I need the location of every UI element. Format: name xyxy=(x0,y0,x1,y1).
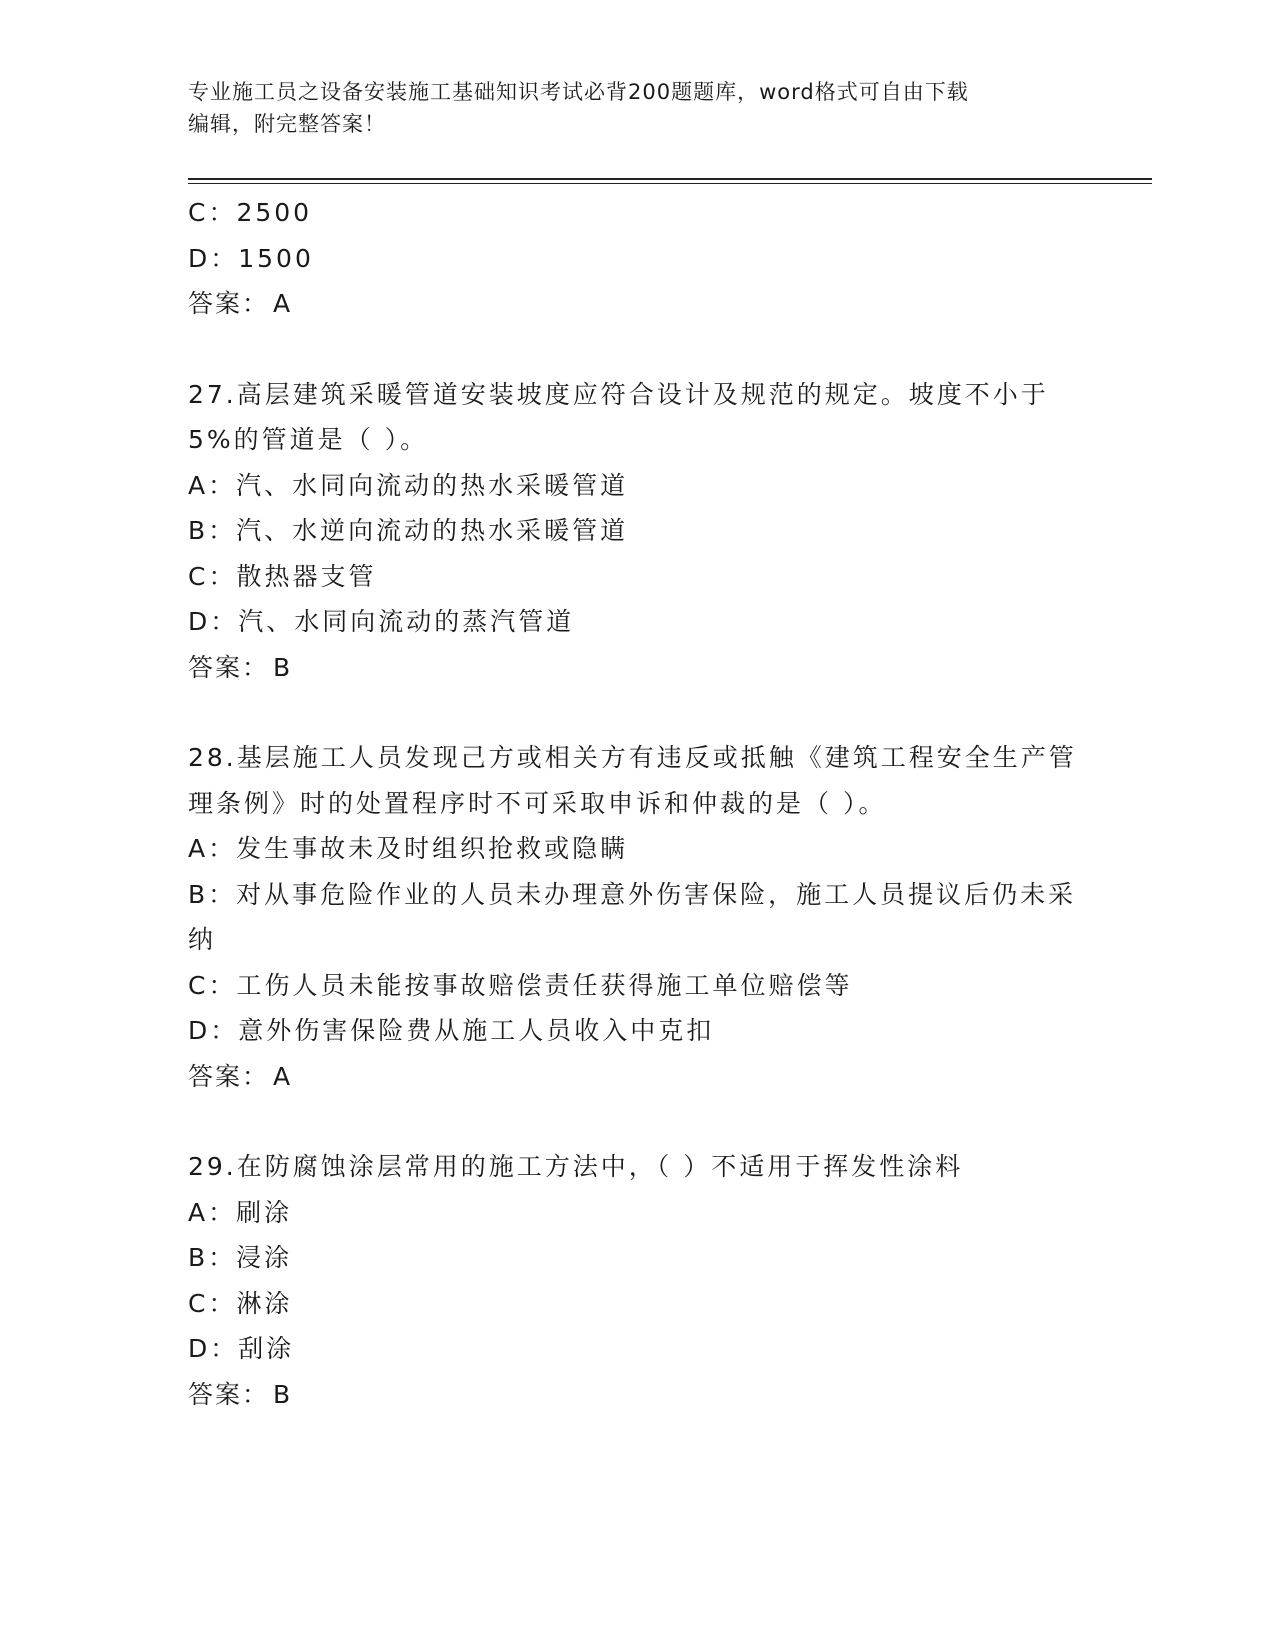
option-d: D：刮涂 xyxy=(188,1334,295,1363)
question-28 xyxy=(188,735,1088,1099)
answer-value: A xyxy=(273,1061,293,1091)
option-c: C：淋涂 xyxy=(188,1288,293,1318)
option-b: B：对从事危险作业的人员未办理意外伤害保险，施工人员提议后仍未采纳 xyxy=(188,879,1077,954)
answer-label: 答案： xyxy=(188,1061,270,1091)
answer-line xyxy=(188,281,1088,327)
option-d: D：汽、水同向流动的蒸汽管道 xyxy=(188,607,575,636)
answer-label: 答案： xyxy=(188,1379,270,1409)
answer-value: B xyxy=(273,1379,293,1409)
option-d: D：意外伤害保险费从施工人员收入中克扣 xyxy=(188,1016,715,1045)
question-spacer xyxy=(188,327,1088,372)
header-title-line-2: 编辑，附完整答案！ xyxy=(188,112,386,136)
option-a: A：刷涂 xyxy=(188,1197,293,1227)
answer-line xyxy=(188,1054,1088,1100)
document-header xyxy=(188,76,1088,140)
option-d: D：1500 xyxy=(188,243,314,273)
option-c: C：2500 xyxy=(188,198,313,227)
option-c: C：工伤人员未能按事故赔偿责任获得施工单位赔偿等 xyxy=(188,970,853,1000)
answer-label: 答案： xyxy=(188,289,270,318)
question-29 xyxy=(188,1144,1088,1417)
question-spacer xyxy=(188,690,1088,735)
answer-value: B xyxy=(273,652,293,682)
question-spacer xyxy=(188,1099,1088,1144)
continued-question xyxy=(188,190,1088,327)
question-stem: 29.在防腐蚀涂层常用的施工方法中，（ ）不适用于挥发性涂料 xyxy=(188,1152,964,1181)
header-divider-thick xyxy=(188,178,1152,180)
option-c: C：散热器支管 xyxy=(188,561,377,591)
option-b: B：浸涂 xyxy=(188,1243,293,1272)
header-divider-thin xyxy=(188,183,1152,184)
question-list xyxy=(188,190,1088,1417)
question-stem: 28.基层施工人员发现己方或相关方有违反或抵触《建筑工程安全生产管理条例》时的处置程序时不可采取申诉和仲裁的是（ ）。 xyxy=(188,743,1077,818)
header-title-line-1: 专业施工员之设备安装施工基础知识考试必背200题题库，word格式可自由下载 xyxy=(188,80,969,104)
option-a: A：发生事故未及时组织抢救或隐瞒 xyxy=(188,834,629,863)
answer-value: A xyxy=(273,289,293,318)
answer-line xyxy=(188,645,1088,691)
answer-label: 答案： xyxy=(188,652,270,682)
option-b: B：汽、水逆向流动的热水采暖管道 xyxy=(188,516,629,545)
option-a: A：汽、水同向流动的热水采暖管道 xyxy=(188,470,629,500)
question-stem: 27.高层建筑采暖管道安装坡度应符合设计及规范的规定。坡度不小于5%的管道是（ ）。 xyxy=(188,379,1049,454)
answer-line xyxy=(188,1372,1088,1418)
question-27 xyxy=(188,372,1088,691)
